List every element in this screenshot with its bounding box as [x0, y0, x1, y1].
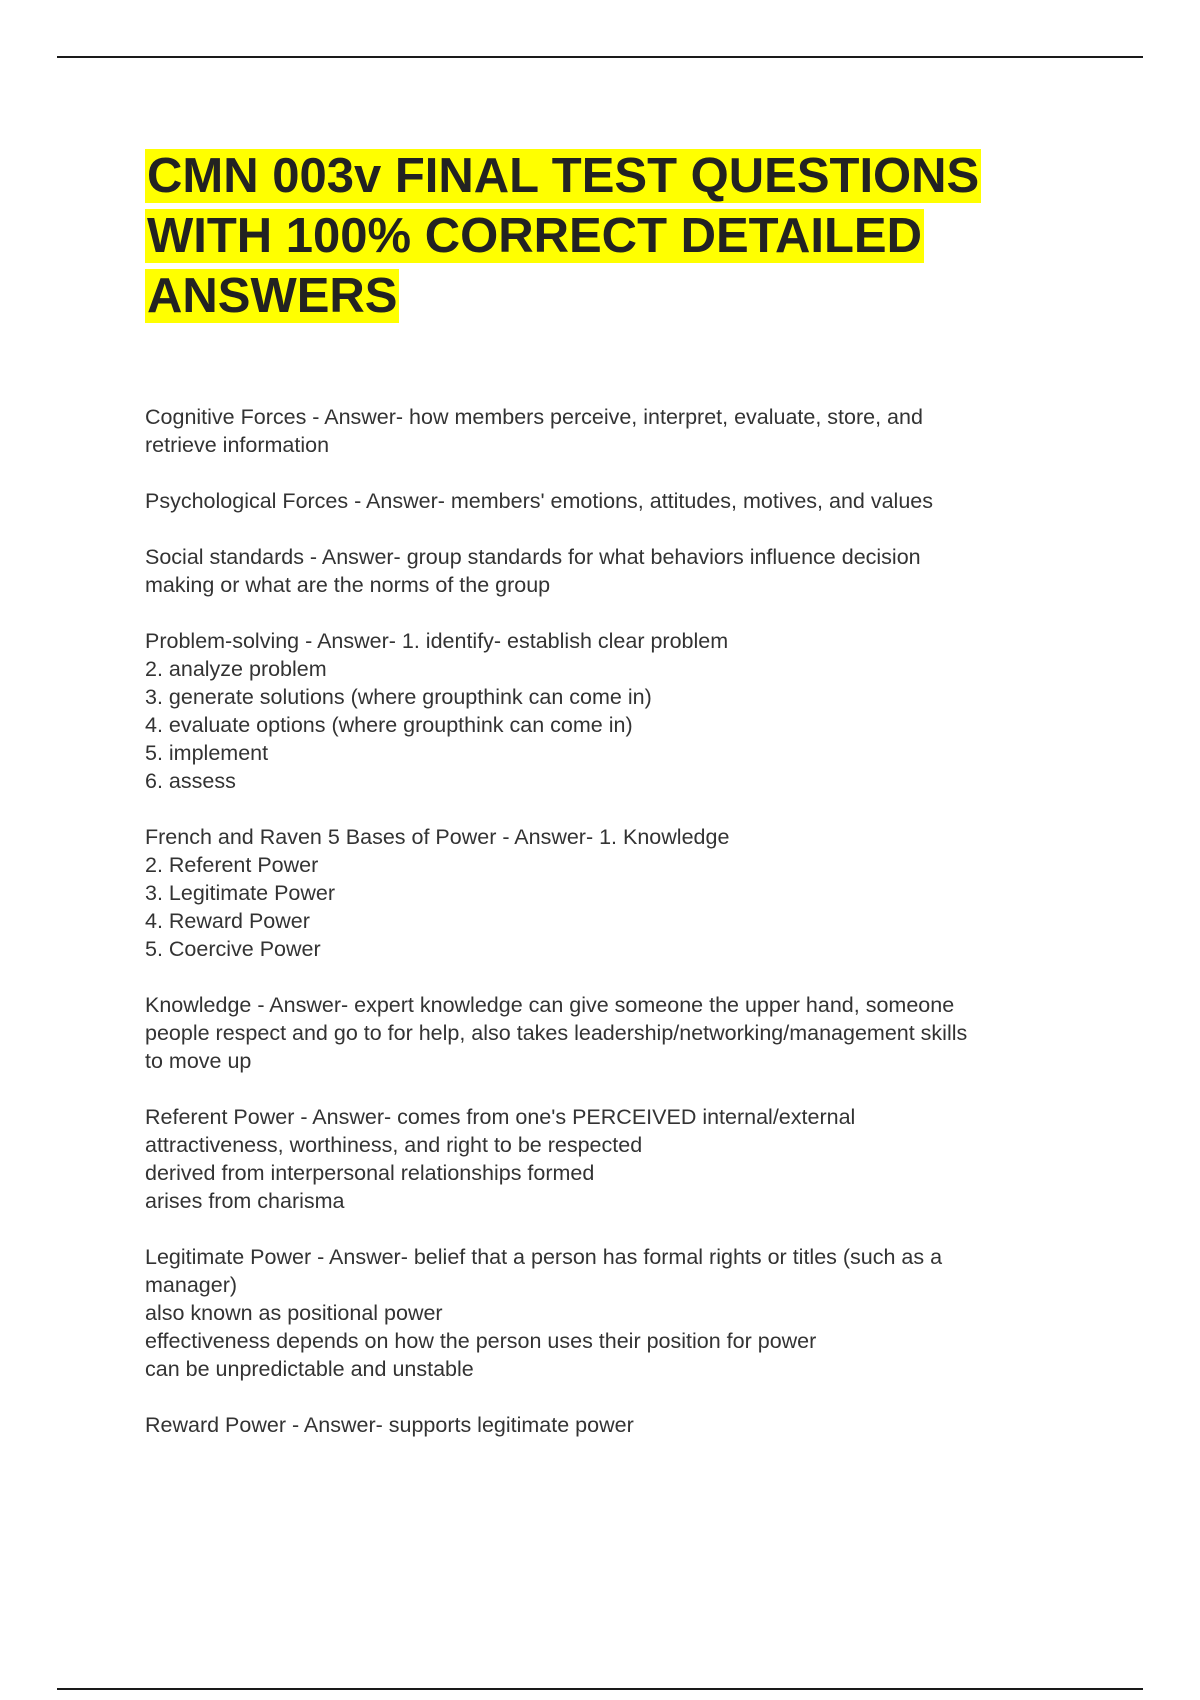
- qa-entry-line: Referent Power - Answer- comes from one's PERCEIVED internal/external: [145, 1105, 856, 1129]
- qa-entry-line: Legitimate Power - Answer- belief that a person has formal rights or titles (such as a: [145, 1245, 943, 1269]
- qa-entry-line: 3. Legitimate Power: [145, 881, 336, 905]
- bottom-divider: [57, 1688, 1143, 1690]
- qa-entry-line: 5. implement: [145, 741, 269, 765]
- qa-entry-line: derived from interpersonal relationships formed: [145, 1161, 595, 1185]
- qa-entry: [145, 627, 1095, 795]
- qa-entry-line: attractiveness, worthiness, and right to be respected: [145, 1133, 643, 1157]
- qa-entry-line: 2. Referent Power: [145, 853, 319, 877]
- title-line: WITH 100% CORRECT DETAILED: [147, 209, 922, 263]
- qa-entry-line: Cognitive Forces - Answer- how members perceive, interpret, evaluate, store, and: [145, 405, 923, 429]
- title-line: ANSWERS: [147, 269, 398, 323]
- qa-entry-line: people respect and go to for help, also takes leadership/networking/management skills: [145, 1021, 968, 1045]
- qa-entry-line: Knowledge - Answer- expert knowledge can give someone the upper hand, someone: [145, 993, 955, 1017]
- qa-entry-line: Problem-solving - Answer- 1. identify- establish clear problem: [145, 629, 729, 653]
- page-title: [145, 146, 1085, 326]
- qa-entry-line: to move up: [145, 1049, 252, 1073]
- qa-entry: [145, 1411, 1095, 1439]
- qa-entry-line: 2. analyze problem: [145, 657, 327, 681]
- qa-entry: [145, 823, 1095, 963]
- qa-entry-line: effectiveness depends on how the person uses their position for power: [145, 1329, 817, 1353]
- qa-entry-line: retrieve information: [145, 433, 330, 457]
- title-line: CMN 003v FINAL TEST QUESTIONS: [147, 149, 980, 203]
- qa-entry-line: Social standards - Answer- group standards for what behaviors influence decision: [145, 545, 921, 569]
- qa-entry-line: also known as positional power: [145, 1301, 443, 1325]
- qa-entry: [145, 1103, 1095, 1215]
- top-divider: [57, 56, 1143, 58]
- qa-entry: [145, 487, 1095, 515]
- qa-entry-line: Psychological Forces - Answer- members' emotions, attitudes, motives, and values: [145, 489, 933, 513]
- qa-entry-line: manager): [145, 1273, 238, 1297]
- qa-entry-line: making or what are the norms of the group: [145, 573, 551, 597]
- qa-entry-line: arises from charisma: [145, 1189, 345, 1213]
- qa-entry-line: 4. Reward Power: [145, 909, 310, 933]
- qa-list: [145, 403, 1095, 1467]
- qa-entry: [145, 403, 1095, 459]
- qa-entry-line: Reward Power - Answer- supports legitimate power: [145, 1413, 634, 1437]
- qa-entry-line: 3. generate solutions (where groupthink can come in): [145, 685, 652, 709]
- qa-entry-line: 6. assess: [145, 769, 236, 793]
- qa-entry-line: can be unpredictable and unstable: [145, 1357, 474, 1381]
- qa-entry: [145, 543, 1095, 599]
- qa-entry-line: 5. Coercive Power: [145, 937, 321, 961]
- qa-entry: [145, 1243, 1095, 1383]
- qa-entry: [145, 991, 1095, 1075]
- qa-entry-line: French and Raven 5 Bases of Power - Answer- 1. Knowledge: [145, 825, 730, 849]
- qa-entry-line: 4. evaluate options (where groupthink can come in): [145, 713, 633, 737]
